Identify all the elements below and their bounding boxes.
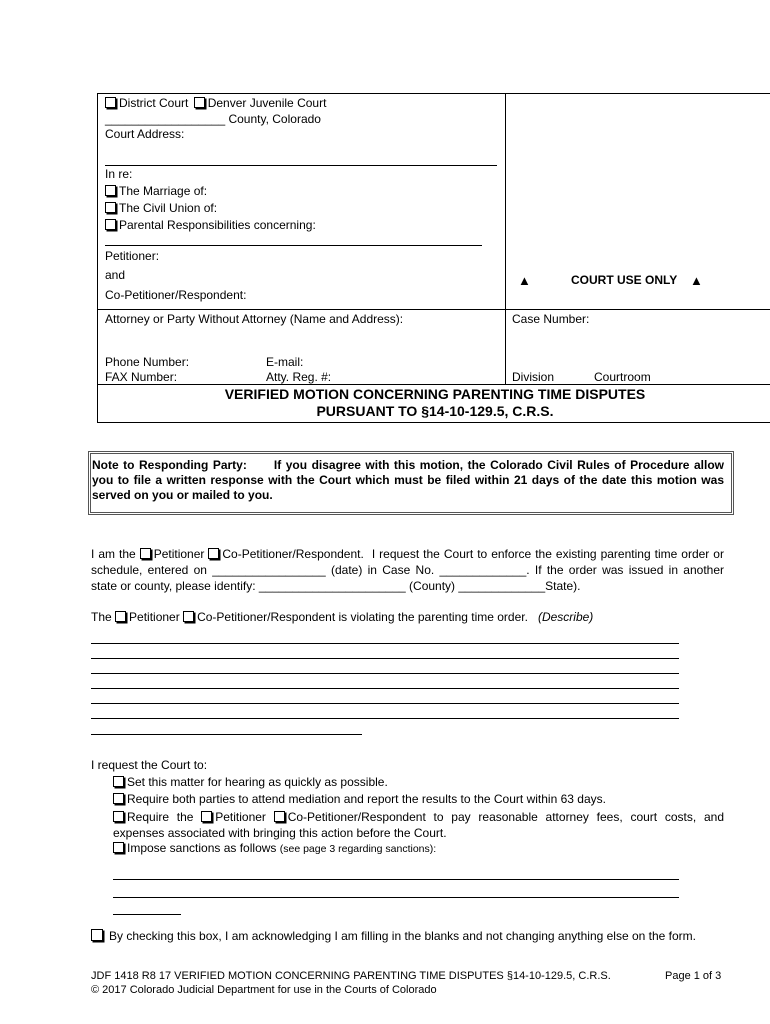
document-title: VERIFIED MOTION CONCERNING PARENTING TIME DISPUTES: [224, 386, 646, 402]
violator-co-petitioner-label: Co-Petitioner/Respondent is violating the parenting time order.: [197, 610, 528, 624]
fees-label-c: Co-Petitioner/Respondent to pay reasonable attorney fees, court costs, and expenses associated with bringing this action before the Court.: [113, 810, 724, 840]
attorney-label: Attorney or Party Without Attorney (Name and Address):: [105, 312, 404, 326]
petitioner-checkbox[interactable]: [140, 548, 151, 559]
describe-line[interactable]: [91, 734, 362, 735]
civil-union-label: The Civil Union of:: [119, 201, 218, 215]
triangle-up-icon: ▲: [518, 273, 531, 288]
court-address-label: Court Address:: [105, 127, 185, 141]
describe-line[interactable]: [91, 703, 679, 704]
sanctions-line[interactable]: [113, 897, 679, 898]
the-word: The: [91, 610, 112, 624]
violator-petitioner-label: Petitioner: [129, 610, 180, 624]
fax-label: FAX Number:: [105, 370, 178, 384]
sanctions-note: (see page 3 regarding sanctions):: [279, 843, 437, 855]
parental-label: Parental Responsibilities concerning:: [119, 218, 316, 232]
fees-label-a: Require the: [127, 810, 194, 824]
describe-line[interactable]: [91, 643, 679, 644]
i-am-the: I am the: [91, 547, 136, 561]
describe-line[interactable]: [91, 658, 679, 659]
county-line: __________________ County, Colorado: [105, 112, 321, 126]
note-body: If you disagree with this motion, the Colorado Civil Rules of Procedure allow you to file a written response with the Court which must be filed within 21 days of the date this motion was served on you or mailed to you.: [92, 458, 724, 502]
in-re-label: In re:: [105, 167, 133, 181]
courtroom-label: Courtroom: [594, 370, 651, 384]
marriage-label: The Marriage of:: [119, 184, 208, 198]
district-court-label: District Court: [119, 96, 189, 110]
parental-checkbox[interactable]: [105, 219, 116, 230]
co-petitioner-label: Co-Petitioner/Respondent:: [105, 288, 247, 302]
marriage-checkbox[interactable]: [105, 185, 116, 196]
denver-juvenile-label: Denver Juvenile Court: [207, 96, 327, 110]
violator-petitioner-checkbox[interactable]: [115, 611, 126, 622]
case-type-civil-union: [105, 201, 217, 215]
request-item-sanctions: [113, 841, 436, 855]
describe-hint: (Describe): [537, 610, 594, 624]
case-type-marriage: [105, 184, 207, 198]
division-label: Division: [512, 370, 555, 384]
denver-juvenile-checkbox[interactable]: [194, 97, 205, 108]
note-lead: Note to Responding Party:: [92, 458, 247, 472]
atty-reg-label: Atty. Reg. #:: [266, 370, 332, 384]
request-item-mediation: [113, 792, 606, 806]
caption-divider: [505, 93, 506, 384]
acknowledge-checkbox[interactable]: [91, 929, 103, 941]
fees-co-petitioner-checkbox[interactable]: [274, 811, 285, 822]
hearing-checkbox[interactable]: [113, 776, 124, 787]
sanctions-label: Impose sanctions as follows: [127, 841, 277, 855]
violator-co-petitioner-checkbox[interactable]: [183, 611, 194, 622]
enforce-request-text: I request the Court to enforce the existing parenting time order or schedule, entered on _________________ (date) in Case No. _____________. If the order was issued in another state or county, please identify: ______________________ (County) _____________State).: [91, 547, 724, 593]
triangle-up-icon: ▲: [690, 273, 703, 288]
mediation-label: Require both parties to attend mediation and report the results to the Court within 63 days.: [127, 792, 606, 806]
footer-copyright: © 2017 Colorado Judicial Department for use in the Courts of Colorado: [91, 984, 437, 996]
document-subtitle: PURSUANT TO §14-10-129.5, C.R.S.: [316, 403, 554, 419]
describe-line[interactable]: [91, 718, 679, 719]
describe-line[interactable]: [91, 673, 679, 674]
violation-paragraph: [91, 609, 724, 625]
and-label: and: [105, 268, 126, 282]
describe-line[interactable]: [91, 688, 679, 689]
district-court-checkbox[interactable]: [105, 97, 116, 108]
note-text: [92, 458, 724, 503]
court-address-line: [105, 165, 497, 166]
case-number-label: Case Number:: [512, 312, 590, 326]
mediation-checkbox[interactable]: [113, 793, 124, 804]
co-petitioner-option: Co-Petitioner/Respondent.: [222, 547, 364, 561]
request-item-fees: [113, 809, 724, 841]
hearing-label: Set this matter for hearing as quickly as possible.: [127, 775, 388, 789]
sanctions-line[interactable]: [113, 914, 181, 915]
footer-form-id: JDF 1418 R8 17 VERIFIED MOTION CONCERNING PARENTING TIME DISPUTES §14-10-129.5, C.R.S.: [91, 970, 611, 982]
case-type-parental: [105, 218, 316, 232]
court-options: [105, 96, 326, 110]
fees-checkbox[interactable]: [113, 811, 124, 822]
request-item-hearing: [113, 775, 388, 789]
civil-union-checkbox[interactable]: [105, 202, 116, 213]
statement-paragraph: [91, 546, 724, 594]
caption-row-divider: [97, 309, 770, 310]
email-label: E-mail:: [266, 355, 304, 369]
fees-petitioner-checkbox[interactable]: [201, 811, 212, 822]
sanctions-line[interactable]: [113, 879, 679, 880]
co-petitioner-checkbox[interactable]: [208, 548, 219, 559]
court-use-only: COURT USE ONLY: [571, 273, 678, 287]
acknowledge-label: By checking this box, I am acknowledging I am filling in the blanks and not changing anything else on the form.: [109, 929, 697, 943]
acknowledge-text: [91, 928, 711, 944]
fees-label-b: Petitioner: [215, 810, 266, 824]
footer-page-number: Page 1 of 3: [665, 970, 722, 982]
requests-intro: I request the Court to:: [91, 758, 208, 772]
caption-box: [97, 93, 770, 423]
petitioner-label: Petitioner:: [105, 249, 160, 263]
sanctions-checkbox[interactable]: [113, 842, 124, 853]
petitioner-option: Petitioner: [153, 547, 205, 561]
party-name-line: [105, 245, 482, 246]
title-row-divider: [97, 384, 770, 385]
phone-label: Phone Number:: [105, 355, 190, 369]
